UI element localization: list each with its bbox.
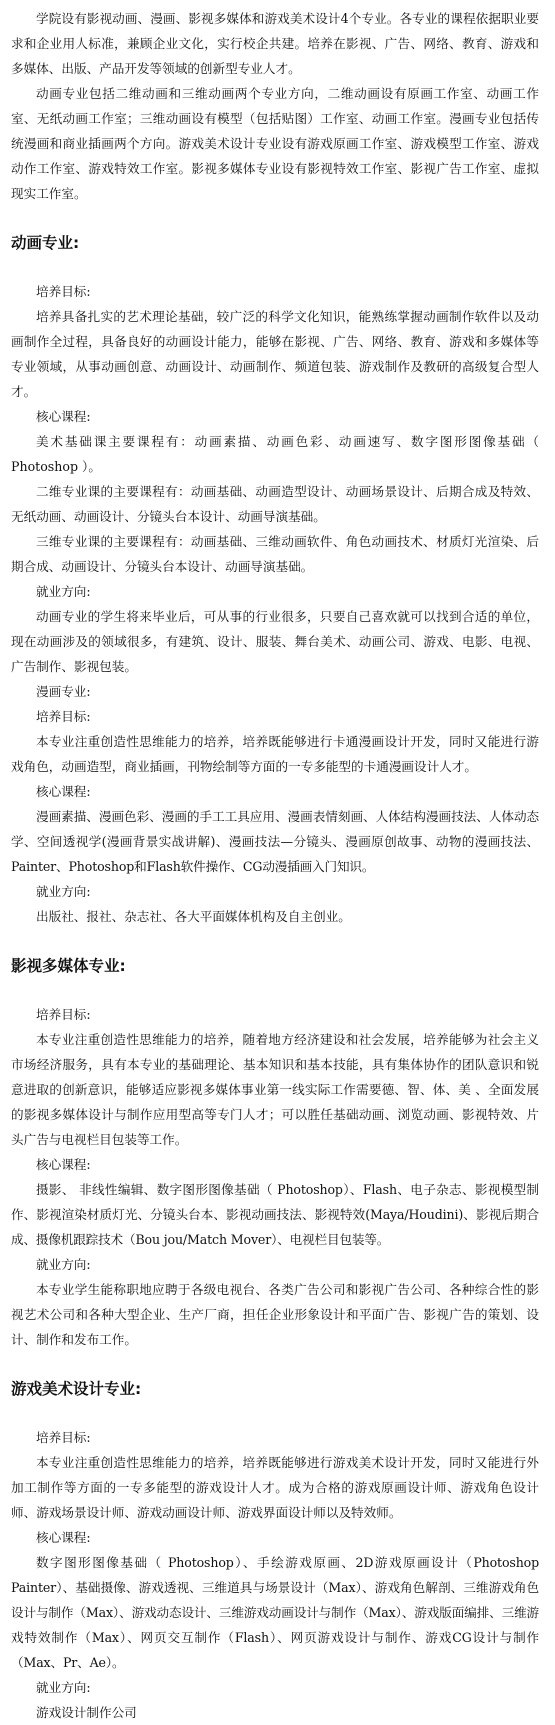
comics-core-text: 漫画素描、漫画色彩、漫画的手工工具应用、漫画表情刻画、人体结构漫画技法、人体动态学、空间透视学(漫画背景实战讲解)、漫画技法—分镜头、漫画原创故事、动物的漫画技法、Painter、Photoshop和Flash软件操作、CG动漫插画入门知识。	[11, 809, 539, 874]
game-job-text: 游戏设计制作公司	[36, 1705, 137, 1720]
multimedia-goal-text: 本专业注重创造性思维能力的培养，随着地方经济建设和社会发展，培养能够为社会主义市场经济服务，具有本专业的基础理论、基本知识和基本技能，具有集体协作的团队意识和锐意进取的创新意识，能够适应影视多媒体事业第一线实际工作需要德、智、体、美 、全面发展的影视多媒体设计与制作应用型高等专门人才；可以胜任基础动画、浏览动画、影视特效、片头广告与电视栏目包装等工作。	[11, 1032, 539, 1147]
multimedia-goal-label: 培养目标:	[36, 1007, 91, 1022]
comics-core-label: 核心课程:	[36, 784, 91, 799]
animation-job-label: 就业方向:	[36, 584, 91, 599]
comics-goal-text: 本专业注重创造性思维能力的培养，培养既能够进行卡通漫画设计开发，同时又能进行游戏角色，动画造型，商业插画，刊物绘制等方面的一专多能型的卡通漫画设计人才。	[11, 734, 539, 774]
animation-core-art: 美术基础课主要课程有：动画素描、动画色彩、动画速写、数字图形图像基础（ Photoshop ）。	[11, 434, 539, 474]
game-core-text: 数字图形图像基础（ Photoshop）、手绘游戏原画、2D游戏原画设计（Photoshop Painter）、基础摄像、游戏透视、三维道具与场景设计（Max）、游戏角色解剖、三维游戏角色设计与制作（Max）、游戏动态设计、三维游戏动画设计与制作（Max）、游戏版面编排、三维游戏特效制作（Max）、网页交互制作（Flash）、网页游戏设计与制作、游戏CG设计与制作（Max、Pr、Ae）。	[11, 1555, 539, 1670]
multimedia-core-label: 核心课程:	[36, 1157, 91, 1172]
game-goal-label: 培养目标:	[36, 1430, 91, 1445]
multimedia-job-text: 本专业学生能称职地应聘于各级电视台、各类广告公司和影视广告公司、各种综合性的影视艺术公司和各种大型企业、生产厂商，担任企业形象设计和平面广告、影视广告的策划、设计、制作和发布工作。	[11, 1282, 539, 1347]
section-heading-multimedia: 影视多媒体专业:	[11, 957, 126, 975]
game-goal-text: 本专业注重创造性思维能力的培养，培养既能够进行游戏美术设计开发，同时又能进行外加工制作等方面的一专多能型的游戏设计人才。成为合格的游戏原画设计师、游戏角色设计师、游戏场景设计师、游戏动画设计师、游戏界面设计师以及特效师。	[11, 1455, 539, 1520]
animation-goal-label: 培养目标:	[36, 284, 91, 299]
section-heading-comics: 漫画专业:	[36, 684, 91, 699]
animation-core-2d: 二维专业课的主要课程有：动画基础、动画造型设计、动画场景设计、后期合成及特效、无纸动画、动画设计、分镜头台本设计、动画导演基础。	[11, 484, 539, 524]
game-job-label: 就业方向:	[36, 1680, 91, 1695]
intro-paragraph-1: 学院设有影视动画、漫画、影视多媒体和游戏美术设计4个专业。各专业的课程依据职业要求和企业用人标准，兼顾企业文化，实行校企共建。培养在影视、广告、网络、教育、游戏和多媒体、出版、产品开发等领域的创新型专业人才。	[11, 11, 539, 76]
multimedia-job-label: 就业方向:	[36, 1257, 91, 1272]
game-core-label: 核心课程:	[36, 1530, 91, 1545]
animation-core-3d: 三维专业课的主要课程有：动画基础、三维动画软件、角色动画技术、材质灯光渲染、后期合成、动画设计、分镜头台本设计、动画导演基础。	[11, 534, 539, 574]
multimedia-core-text: 摄影、 非线性编辑、数字图形图像基础（ Photoshop）、Flash、电子杂志、影视模型制作、影视渲染材质灯光、分镜头台本、影视动画技法、影视特效(Maya/Houdini)、影视后期合成、摄像机跟踪技术（Bou jou/Match Mover）、电视栏目包装等。	[11, 1182, 539, 1247]
comics-goal-label: 培养目标:	[36, 709, 91, 724]
animation-job-text: 动画专业的学生将来毕业后，可从事的行业很多，只要自己喜欢就可以找到合适的单位，现在动画涉及的领域很多，有建筑、设计、服装、舞台美术、动画公司、游戏、电影、电视、广告制作、影视包装。	[11, 609, 539, 674]
section-heading-animation: 动画专业:	[11, 234, 80, 252]
intro-paragraph-2: 动画专业包括二维动画和三维动画两个专业方向，二维动画设有原画工作室、动画工作室、无纸动画工作室；三维动画设有模型（包括贴图）工作室、动画工作室。漫画专业包括传统漫画和商业插画两个方向。游戏美术设计专业设有游戏原画工作室、游戏模型工作室、游戏动作工作室、游戏特效工作室。影视多媒体专业设有影视特效工作室、影视广告工作室、虚拟现实工作室。	[11, 86, 539, 201]
comics-job-text: 出版社、报社、杂志社、各大平面媒体机构及自主创业。	[36, 909, 351, 924]
comics-job-label: 就业方向:	[36, 884, 91, 899]
animation-goal-text: 培养具备扎实的艺术理论基础，较广泛的科学文化知识，能熟练掌握动画制作软件以及动画制作全过程，具备良好的动画设计能力，能够在影视、广告、网络、教育、游戏和多媒体等专业领域，从事动画创意、动画设计、动画制作、频道包装、游戏制作及教研的高级复合型人才。	[11, 309, 539, 399]
animation-core-label: 核心课程:	[36, 409, 91, 424]
section-heading-game: 游戏美术设计专业:	[11, 1380, 142, 1398]
